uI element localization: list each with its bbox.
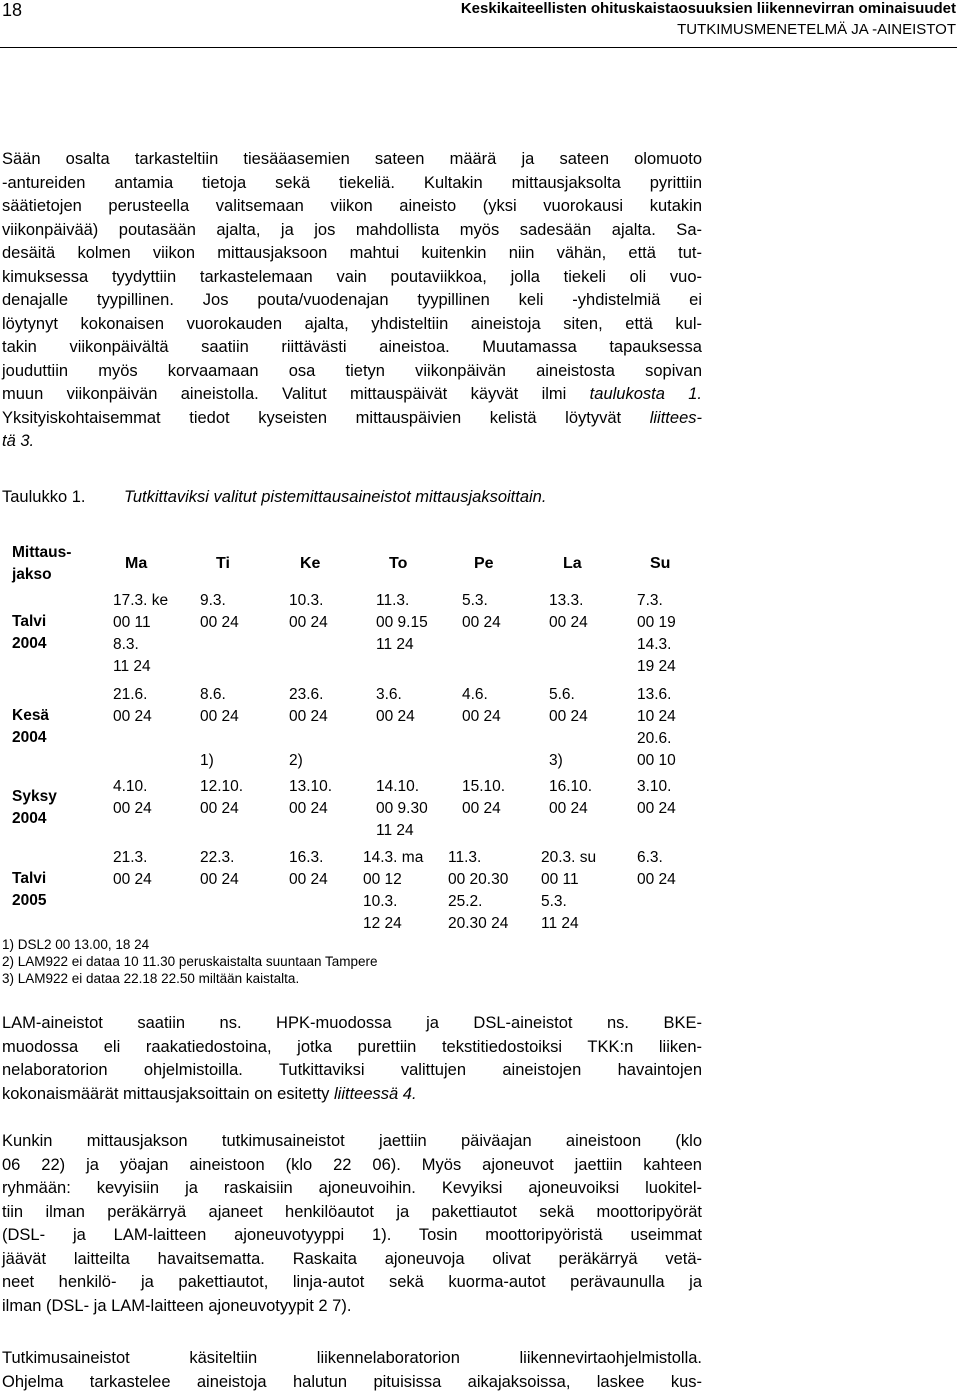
day-header-su: Su	[650, 555, 671, 572]
table-cell: 14.3. ma 00 12 10.3. 12 24	[363, 849, 424, 932]
row-label-syksy-2004: Syksy 2004	[12, 788, 57, 827]
table-cell: 21.3. 00 24	[113, 849, 152, 888]
table-cell: 20.3. su 00 11 5.3. 11 24	[541, 849, 597, 932]
text-line: 06 22) ja yöajan aineistoon (klo 22 06). Myös ajoneuvot jaettiin kahteen	[2, 1155, 702, 1174]
table-cell: 11.3. 00 9.15 11 24	[376, 592, 428, 653]
table-cell: 5.3. 00 24	[462, 592, 501, 631]
text-line: Sään osalta tarkasteltiin tiesääasemien sateen määrä ja sateen olomuoto	[2, 150, 702, 168]
text-line: jäävät laitteilta havaitsematta. Raskaita ajoneuvoja olivat peräkärryä vetä-	[2, 1249, 702, 1268]
row-label-kesa-2004: Kesä 2004	[12, 707, 50, 746]
text-line: Tutkimusaineistot käsiteltiin liikennelaboratorion liikennevirtaohjelmistolla.	[2, 1349, 702, 1367]
paragraph-vehicle-classes	[2, 1130, 702, 1318]
text-line: nelaboratorion ohjelmistoilla. Tutkittaviksi valittujen aineistojen havaintojen	[2, 1061, 702, 1079]
day-header-ke: Ke	[300, 555, 321, 572]
table-cell: 13.6. 10 24 20.6. 00 10	[637, 686, 676, 769]
day-header-ma: Ma	[125, 555, 148, 572]
text-line: -antureiden antamia tietoja sekä tiekeliä. Kultakin mittausjaksolta pyrittiin	[2, 173, 702, 192]
row-label-talvi-2004: Talvi 2004	[12, 613, 47, 652]
table-cell: 15.10. 00 24	[462, 778, 506, 817]
table-cell: 8.6. 00 24 1)	[200, 686, 239, 769]
table-footnote-3: 3) LAM922 ei dataa 22.18 22.50 miltään kaistalta.	[2, 971, 300, 986]
text-line: desäitä kolmen viikon mittausjaksoon mahtui kuitenkin niin vähän, että tut-	[2, 244, 702, 262]
table-cell: 5.6. 00 24 3)	[549, 686, 588, 769]
text-line: denajalle tyypillinen. Jos pouta/vuodenajan tyypillinen keli -yhdistelmiä ei	[2, 291, 702, 309]
header-rule	[0, 47, 957, 48]
table-footnote-1: 1) DSL2 00 13.00, 18 24	[2, 937, 150, 952]
table-footnote-2: 2) LAM922 ei dataa 10 11.30 peruskaistalta suuntaan Tampere	[2, 954, 378, 969]
table-cell: 16.10. 00 24	[549, 778, 593, 817]
text-line	[2, 407, 702, 431]
text-line: säätietojen perusteella valitsemaan viikon aineisto (yksi vuorokausi kutakin	[2, 197, 702, 215]
text-line-body: Yksityiskohtaisemmat tiedot kyseisten mittauspäivien kelistä löytyvät	[2, 408, 622, 427]
text-line: löytynyt kokonaisen vuorokauden ajalta, yhdisteltiin aineistoja siten, että kul-	[2, 314, 702, 333]
table-cell: 12.10. 00 24	[200, 778, 244, 817]
table-cell: 14.10. 00 9.30 11 24	[376, 778, 428, 839]
paragraph-weather	[2, 148, 702, 454]
text-line: Ohjelma tarkastelee aineistoja halutun pituisissa aikajaksoissa, laskee kus-	[2, 1372, 702, 1391]
table-reference: taulukosta 1.	[566, 385, 702, 403]
text-line-body: kokonaismäärät mittausjaksoittain on esitetty	[2, 1084, 330, 1103]
table-cell: 4.10. 00 24	[113, 778, 152, 817]
table-cell: 4.6. 00 24	[462, 686, 501, 725]
table-caption-label: Taulukko 1.	[2, 488, 86, 506]
text-line: muodossa eli raakatiedostoina, jotka purettiin tekstitiedostoiksi TKK:n liiken-	[2, 1037, 702, 1056]
table-cell: 11.3. 00 20.30 25.2. 20.30 24	[448, 849, 509, 932]
table-cell: 21.6. 00 24	[113, 686, 152, 725]
table-cell: 3.10. 00 24	[637, 778, 676, 817]
text-line: kimuksessa tyydyttiin tarkastelemaan vain poutaviikkoa, jolla tiekeli oli vuo-	[2, 267, 702, 286]
appendix-reference: liitteessä 4.	[329, 1084, 417, 1103]
paragraph-data-formats	[2, 1012, 702, 1106]
text-line: ryhmään: kevyisiin ja raskaisiin ajoneuvoihin. Kevyiksi ajoneuvoiksi luokitel-	[2, 1179, 702, 1197]
text-line: jouduttiin myös korvaamaan osa tietyn viikonpäivän aineistosta sopivan	[2, 361, 702, 380]
table-cell: 6.3. 00 24	[637, 849, 676, 888]
text-line: (DSL- ja LAM-laitteen ajoneuvotyyppi 1). Tosin moottoripyöristä useimmat	[2, 1226, 702, 1244]
table-cell: 22.3. 00 24	[200, 849, 239, 888]
text-line	[2, 383, 702, 407]
page-number: 18	[2, 0, 23, 20]
day-header-to: To	[389, 555, 408, 572]
table-cell: 17.3. ke 00 11 8.3. 11 24	[113, 592, 169, 675]
day-header-ti: Ti	[216, 555, 230, 572]
text-line: takin viikonpäivältä saatiin riittävästi aineistoa. Muutamassa tapauksessa	[2, 338, 702, 356]
table-cell: 3.6. 00 24	[376, 686, 415, 725]
text-line	[2, 1083, 702, 1107]
day-header-la: La	[563, 555, 582, 572]
appendix-reference: liittees-	[621, 408, 702, 427]
text-line: viikonpäivää) poutasään ajalta, ja jos mahdollista myös sadesään ajalta. Sa-	[2, 220, 702, 239]
row-label-talvi-2005: Talvi 2005	[12, 870, 47, 909]
table-cell: 7.3. 00 19 14.3. 19 24	[637, 592, 676, 675]
day-header-pe: Pe	[474, 555, 494, 572]
text-line: ilman (DSL- ja LAM-laitteen ajoneuvotyypit 2 7).	[2, 1296, 352, 1315]
table-cell: 23.6. 00 24 2)	[289, 686, 328, 769]
table-cell: 13.10. 00 24	[289, 778, 333, 817]
table-cell: 13.3. 00 24	[549, 592, 588, 631]
text-line: tiin ilman peräkärryä ajaneet henkilöautot ja pakettiautot sekä moottoripyörät	[2, 1202, 702, 1221]
table-cell: 9.3. 00 24	[200, 592, 239, 631]
text-line: neet henkilö- ja pakettiautot, linja-autot sekä kuorma-autot perävaunulla ja	[2, 1273, 702, 1291]
table-cell: 16.3. 00 24	[289, 849, 328, 888]
text-line: Kunkin mittausjakson tutkimusaineistot jaettiin päiväajan aineistoon (klo	[2, 1132, 702, 1150]
text-line-body: muun viikonpäivän aineistolla. Valitut mittauspäivät käyvät ilmi	[2, 385, 567, 403]
running-header-section: TUTKIMUSMENETELMÄ JA -AINEISTOT	[677, 21, 956, 38]
table-corner-header: Mittaus- jakso	[12, 544, 72, 583]
running-header-title: Keskikaiteellisten ohituskaistaosuuksien liikennevirran ominaisuudet	[460, 0, 956, 17]
text-line: tä 3.	[2, 432, 35, 450]
table-caption-text: Tutkittaviksi valitut pistemittausaineistot mittausjaksoittain.	[124, 488, 547, 506]
paragraph-processing	[2, 1347, 702, 1394]
text-line: LAM-aineistot saatiin ns. HPK-muodossa ja DSL-aineistot ns. BKE-	[2, 1014, 702, 1032]
table-cell: 10.3. 00 24	[289, 592, 328, 631]
